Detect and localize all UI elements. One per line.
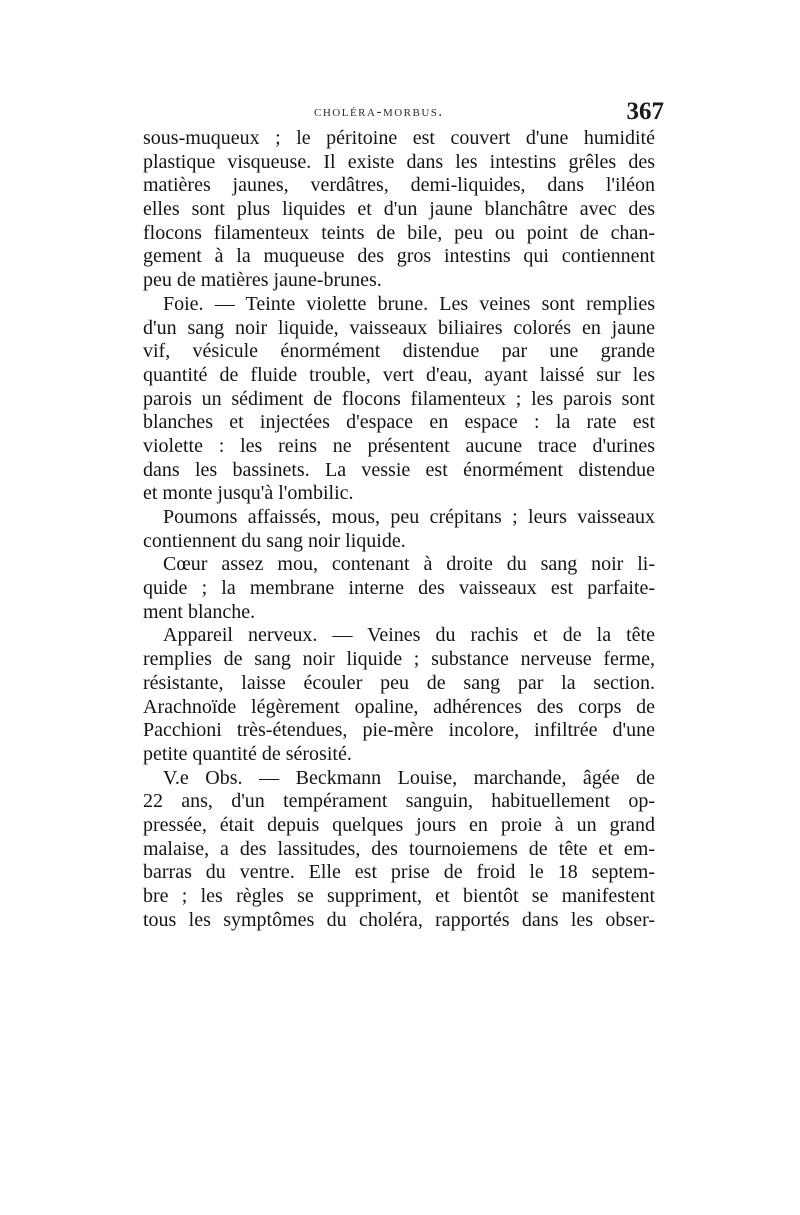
- text-line: petite quantité de sérosité.: [143, 742, 352, 765]
- text-line: résistante, laisse écouler peu de sang par la section.: [143, 671, 655, 694]
- text-line: sous-muqueux ; le péritoine est couvert d'une humidité: [143, 127, 655, 149]
- text-line: flocons filamenteux teints de bile, peu ou point de chan-: [143, 221, 655, 244]
- text-line-observation: V.e Obs. — Beckmann Louise, marchande, âgée de: [163, 766, 655, 789]
- text-line: blanches et injectées d'espace en espace : la rate est: [143, 411, 655, 434]
- text-line: d'un sang noir liquide, vaisseaux biliaires colorés en jaune: [143, 316, 655, 339]
- text-line: Arachnoïde légèrement opaline, adhérences des corps de: [143, 695, 655, 718]
- text-line: 22 ans, d'un tempérament sanguin, habituellement op-: [143, 790, 655, 813]
- text-line: et monte jusqu'à l'ombilic.: [143, 482, 354, 505]
- text-line-appareil-nerveux: Appareil nerveux. — Veines du rachis et de la tête: [163, 624, 655, 647]
- text-line: pressée, était depuis quelques jours en proie à un grand: [143, 813, 655, 836]
- text-line: barras du ventre. Elle est prise de froid le 18 septem-: [143, 861, 655, 884]
- text-line: vif, vésicule énormément distendue par une grande: [143, 340, 655, 363]
- text-line: gement à la muqueuse des gros intestins qui contiennent: [143, 245, 655, 268]
- text-line: dans les bassinets. La vessie est énormément distendue: [143, 458, 655, 481]
- text-line: quantité de fluide trouble, vert d'eau, ayant laissé sur les: [143, 363, 655, 386]
- body-text: [143, 127, 655, 932]
- text-line: tous les symptômes du choléra, rapportés dans les obser-: [143, 908, 655, 931]
- page-number: 367: [626, 98, 664, 125]
- text-line: bre ; les règles se suppriment, et bientôt se manifestent: [143, 885, 655, 907]
- text-line: malaise, a des lassitudes, des tournoiemens de tête et em-: [143, 837, 655, 860]
- text-line: violette : les reins ne présentent aucune trace d'urines: [143, 434, 655, 457]
- text-line: contiennent du sang noir liquide.: [143, 529, 406, 552]
- running-head: [144, 98, 664, 128]
- text-line: matières jaunes, verdâtres, demi-liquides, dans l'iléon: [143, 174, 655, 197]
- text-line: parois un sédiment de flocons filamenteux ; les parois sont: [143, 387, 655, 410]
- text-line: peu de matières jaune-brunes.: [143, 269, 382, 292]
- text-line: remplies de sang noir liquide ; substance nerveuse ferme,: [143, 648, 655, 671]
- text-line: elles sont plus liquides et d'un jaune blanchâtre avec des: [143, 198, 655, 221]
- text-line-foie: Foie. — Teinte violette brune. Les veines sont remplies: [163, 292, 655, 315]
- text-line: quide ; la membrane interne des vaisseaux est parfaite-: [143, 577, 655, 600]
- running-title: choléra-morbus.: [314, 104, 444, 120]
- text-line: Pacchioni très-étendues, pie-mère incolore, infiltrée d'une: [143, 719, 655, 742]
- text-line-coeur: Cœur assez mou, contenant à droite du sang noir li-: [163, 553, 655, 576]
- text-line: plastique visqueuse. Il existe dans les intestins grêles des: [143, 150, 655, 173]
- text-line: ment blanche.: [143, 600, 256, 623]
- text-line-poumons: Poumons affaissés, mous, peu crépitans ; leurs vaisseaux: [163, 506, 655, 528]
